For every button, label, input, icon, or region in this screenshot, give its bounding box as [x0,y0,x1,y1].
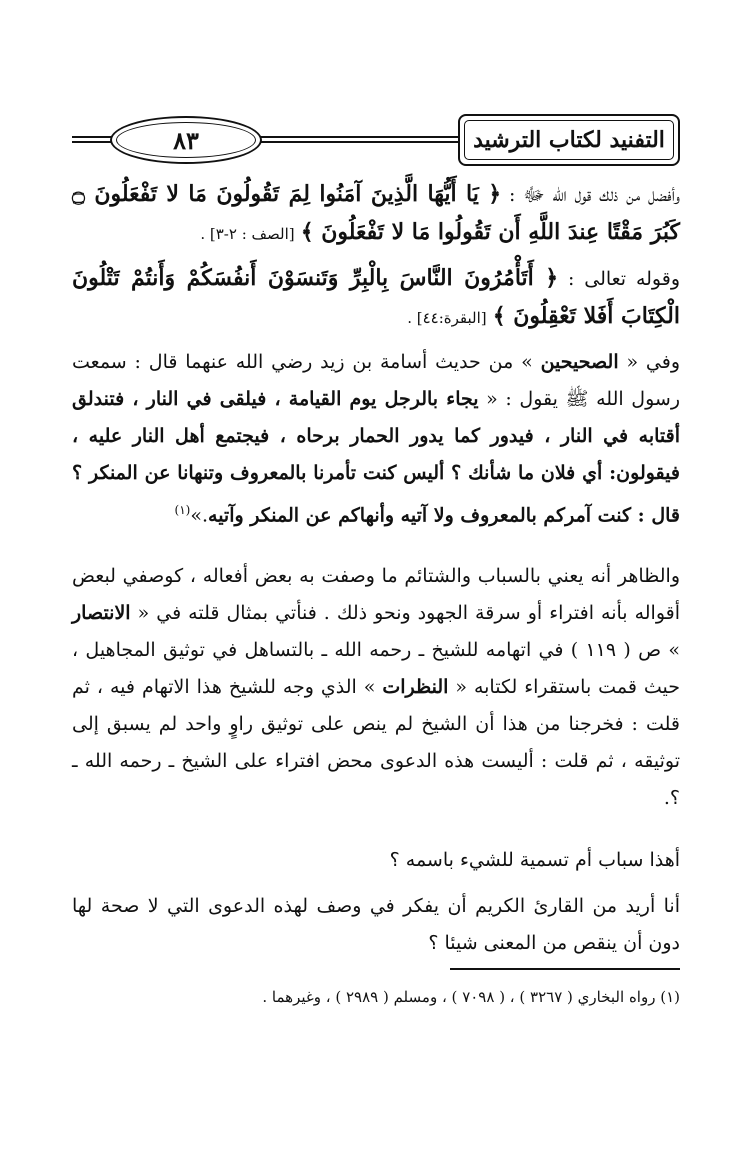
hadith-text-2: » من حديث أسامة بن زيد رضي الله عنهما قال : سمعت رسول الله ﷺ يقول : « [72,351,680,410]
paragraph-4 [72,558,680,817]
paragraph-1 [72,176,680,253]
quran-verse-baqarah: ﴿ أَتَأْمُرُونَ النَّاسَ بِالْبِرِّ وَتَنسَوْنَ أَنفُسَكُمْ وَأَنتُمْ تَتْلُونَ الْكِتَابَ أَفَلا تَعْقِلُونَ ﴾ [72,265,680,329]
footnote-reference: (١) [174,503,191,517]
hadith-text-1: وفي « [626,351,681,373]
book-title-frame [458,114,680,166]
page-number-frame [110,116,262,164]
hadith-quote: يجاء بالرجل يوم القيامة ، فيلقى في النار ، فتندلق أقتابه في النار ، فيدور كما يدور الحمار برحاه ، فيجتمع أهل النار عليه ، فيقولون: أي فلان ما شأنك ؟ أليس كنت تأمرنا بالمعروف وتنهانا عن المنكر ؟ قال : كنت آمركم بالمعروف ولا آتيه وأنهاكم عن المنكر وآتيه [72,388,680,527]
paragraph-2-intro: وقوله تعالى : [567,268,680,290]
paragraph-4-text-1: والظاهر أنه يعني بالسباب والشتائم ما وصفت به بعض أفعاله ، كوصفي لبعض أقواله بأنه افتراء أو سرقة الجهود ونحو ذلك . فنأتي بمثال قلته في « [72,565,680,624]
paragraph-6: أنا أريد من القارئ الكريم أن يفكر في وصف لهذه الدعوى التي لا صحة لها دون أن ينقص من المعنى شيئا ؟ [72,895,680,954]
hadith-book-name: الصحيحين [540,351,619,373]
hadith-text-3: .» [190,504,209,527]
page-number: ٨٣ [173,125,199,155]
verse-source-saff: [الصف : ٢-٣] . [200,225,295,243]
book-name-intisar: الانتصار [72,602,131,624]
verse-source-baqarah: [البقرة:٤٤] . [407,309,487,327]
paragraph-1-intro: وأفضل من ذلك قول الله ﷻ : [509,184,681,206]
paragraph-4-text-2: » ص ( ١١٩ ) في اتهامه للشيخ ـ رحمه الله ـ بالتساهل في توثيق المجاهيل ، حيث قمت باستقراء لكتابه « [72,639,681,698]
paragraph-4-text-3: » الذي وجه للشيخ هذا الاتهام فيه ، ثم قلت : فخرجنا من هذا أن الشيخ لم ينص على توثيق راوٍ واحد لم يسبق إلى توثيقه ، ثم قلت : أليست هذه الدعوى محض افتراء على الشيخ ـ رحمه الله ـ ؟. [72,676,680,809]
book-title: التفنيد لكتاب الترشيد [473,127,665,153]
book-name-nazarat: النظرات [382,676,449,698]
page-header [72,108,680,168]
footnote: (١) رواه البخاري ( ٣٢٦٧ ) ، ( ٧٠٩٨ ) ، ومسلم ( ٢٩٨٩ ) ، وغيرهما . [262,988,680,1006]
paragraph-3-hadith [72,344,680,534]
paragraph-5: أهذا سباب أم تسمية للشيء باسمه ؟ [389,849,680,871]
paragraph-2 [72,260,680,337]
footnote-separator [450,968,680,970]
quran-verse-saff: ﴿ يَا أَيُّهَا الَّذِينَ آمَنُوا لِمَ تَقُولُونَ مَا لا تَفْعَلُونَ ۝ كَبُرَ مَقْتًا عِندَ اللَّهِ أَن تَقُولُوا مَا لا تَفْعَلُونَ ﴾ [72,181,680,245]
